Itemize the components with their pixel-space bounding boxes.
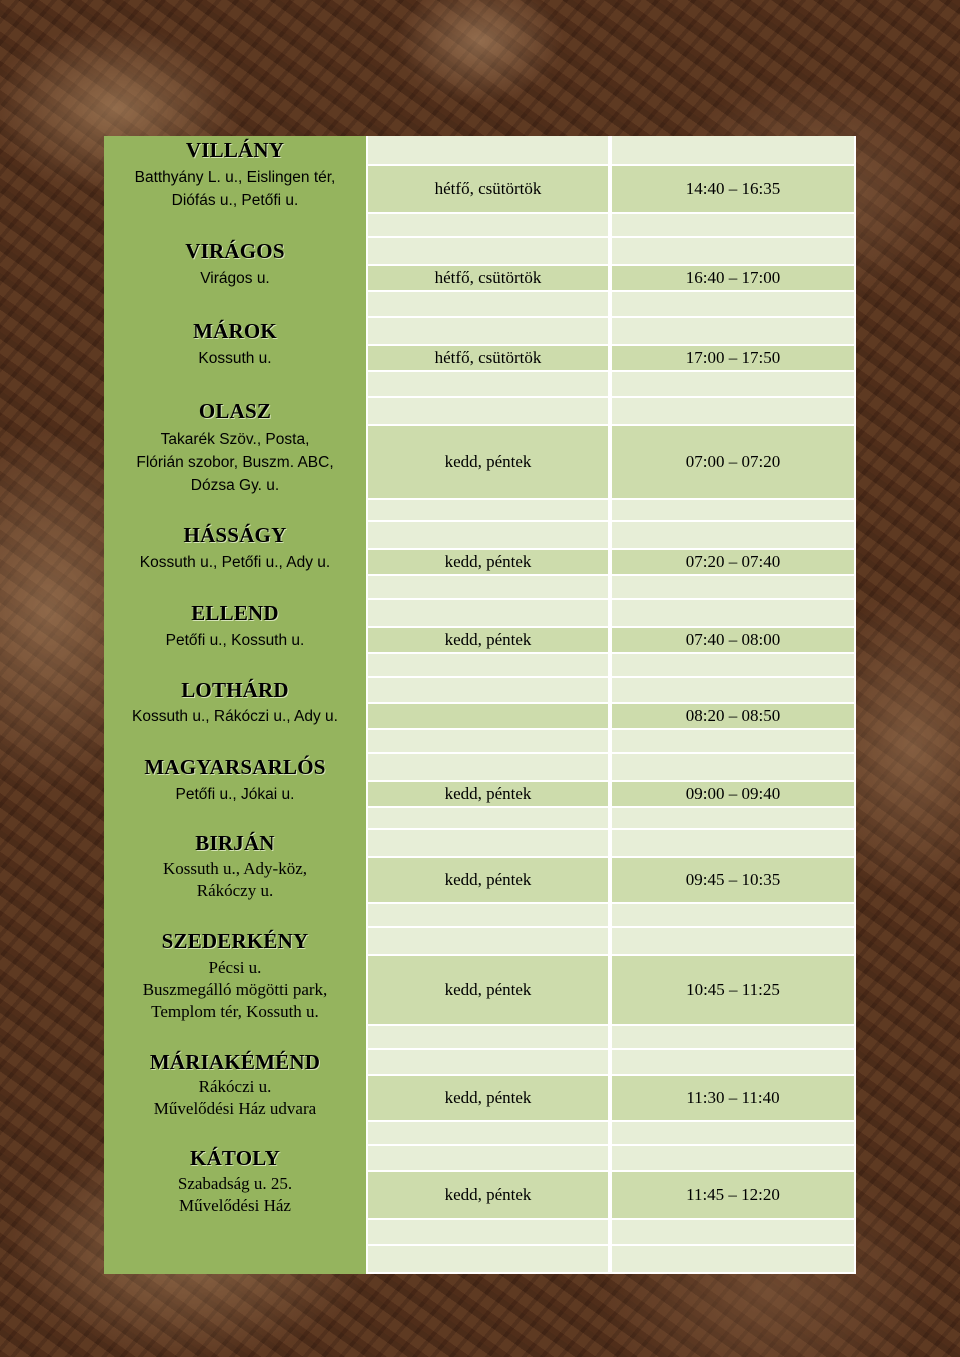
- stop-time: 09:00 – 09:40: [612, 782, 854, 806]
- stop-days: kedd, péntek: [368, 1076, 610, 1120]
- town-row: [104, 600, 856, 626]
- stop-time: 16:40 – 17:00: [612, 266, 854, 290]
- town-row: [104, 1050, 856, 1074]
- stop-days: kedd, péntek: [368, 426, 610, 498]
- town-row: [104, 1146, 856, 1170]
- spacer-row: [104, 808, 856, 828]
- stop-time: 11:45 – 12:20: [612, 1172, 854, 1218]
- spacer-row: [104, 1246, 856, 1272]
- stop-row: [104, 550, 856, 574]
- stop-row: [104, 1172, 856, 1218]
- town-row: [104, 928, 856, 954]
- stop-days: hétfő, csütörtök: [368, 346, 610, 370]
- stop-address: Pécsi u. Buszmegálló mögötti park, Templom tér, Kossuth u.: [142, 958, 328, 1021]
- stop-row: [104, 266, 856, 290]
- spacer-row: [104, 500, 856, 520]
- spacer-row: [104, 1220, 856, 1244]
- stop-time: 09:45 – 10:35: [612, 858, 854, 902]
- spacer-row: [104, 904, 856, 926]
- town-row: [104, 318, 856, 344]
- town-name: SZEDERKÉNY: [161, 928, 309, 953]
- stop-time: 07:00 – 07:20: [612, 426, 854, 498]
- stop-address: Virágos u.: [200, 269, 270, 287]
- town-name: VILLÁNY: [185, 137, 285, 162]
- town-row: [104, 136, 856, 164]
- stop-row: [104, 704, 856, 728]
- schedule-table: [104, 136, 856, 1274]
- spacer-row: [104, 730, 856, 752]
- stop-row: [104, 426, 856, 498]
- stop-days: kedd, péntek: [368, 1172, 610, 1218]
- stop-days: kedd, péntek: [368, 550, 610, 574]
- stop-days: kedd, péntek: [368, 858, 610, 902]
- spacer-row: [104, 292, 856, 316]
- stop-time: 07:20 – 07:40: [612, 550, 854, 574]
- stop-days: [368, 704, 610, 728]
- spacer-row: [104, 214, 856, 236]
- stop-days: hétfő, csütörtök: [368, 266, 610, 290]
- town-name: BIRJÁN: [195, 830, 275, 855]
- stop-address: Kossuth u.: [198, 349, 272, 367]
- stop-time: 14:40 – 16:35: [612, 166, 854, 212]
- town-name: MAGYARSARLÓS: [144, 754, 326, 779]
- spacer-row: [104, 576, 856, 598]
- stop-row: [104, 166, 856, 212]
- town-row: [104, 522, 856, 548]
- stop-days: kedd, péntek: [368, 956, 610, 1024]
- stop-row: [104, 1076, 856, 1120]
- stop-address: Batthyány L. u., Eislingen tér, Diófás u., Petőfi u.: [134, 169, 336, 209]
- town-row: [104, 754, 856, 780]
- spacer-row: [104, 1122, 856, 1144]
- stop-row: [104, 858, 856, 902]
- stop-time: 08:20 – 08:50: [612, 704, 854, 728]
- stop-address: Takarék Szöv., Posta, Flórián szobor, Buszm. ABC, Dózsa Gy. u.: [136, 430, 334, 494]
- stop-days: kedd, péntek: [368, 628, 610, 652]
- stop-row: [104, 628, 856, 652]
- town-row: [104, 238, 856, 264]
- stop-row: [104, 782, 856, 806]
- stop-address: Kossuth u., Rákóczi u., Ady u.: [132, 707, 338, 725]
- stop-row: [104, 956, 856, 1024]
- town-name: KÁTOLY: [190, 1145, 280, 1170]
- town-row: [104, 830, 856, 856]
- stop-address: Petőfi u., Jókai u.: [175, 785, 295, 803]
- stop-address: Rákóczi u. Művelődési Ház udvara: [153, 1077, 317, 1118]
- stop-address: Szabadság u. 25. Művelődési Ház: [177, 1174, 293, 1215]
- town-row: [104, 678, 856, 702]
- town-name: VIRÁGOS: [185, 238, 285, 263]
- stop-row: [104, 346, 856, 370]
- town-name: MÁRIAKÉMÉND: [149, 1049, 321, 1074]
- stop-address: Kossuth u., Ady-köz, Rákóczy u.: [162, 859, 308, 900]
- town-name: ELLEND: [191, 600, 279, 625]
- town-name: LOTHÁRD: [181, 677, 289, 702]
- stop-time: 10:45 – 11:25: [612, 956, 854, 1024]
- stop-address: Petőfi u., Kossuth u.: [165, 631, 305, 649]
- stop-days: hétfő, csütörtök: [368, 166, 610, 212]
- town-name: HÁSSÁGY: [183, 522, 287, 547]
- stop-time: 11:30 – 11:40: [612, 1076, 854, 1120]
- stop-time: 07:40 – 08:00: [612, 628, 854, 652]
- stop-days: kedd, péntek: [368, 782, 610, 806]
- stop-address: Kossuth u., Petőfi u., Ady u.: [139, 553, 331, 571]
- spacer-row: [104, 372, 856, 396]
- town-row: [104, 398, 856, 424]
- spacer-row: [104, 1026, 856, 1048]
- spacer-row: [104, 654, 856, 676]
- stop-time: 17:00 – 17:50: [612, 346, 854, 370]
- town-name: OLASZ: [198, 398, 272, 423]
- town-name: MÁROK: [193, 318, 277, 343]
